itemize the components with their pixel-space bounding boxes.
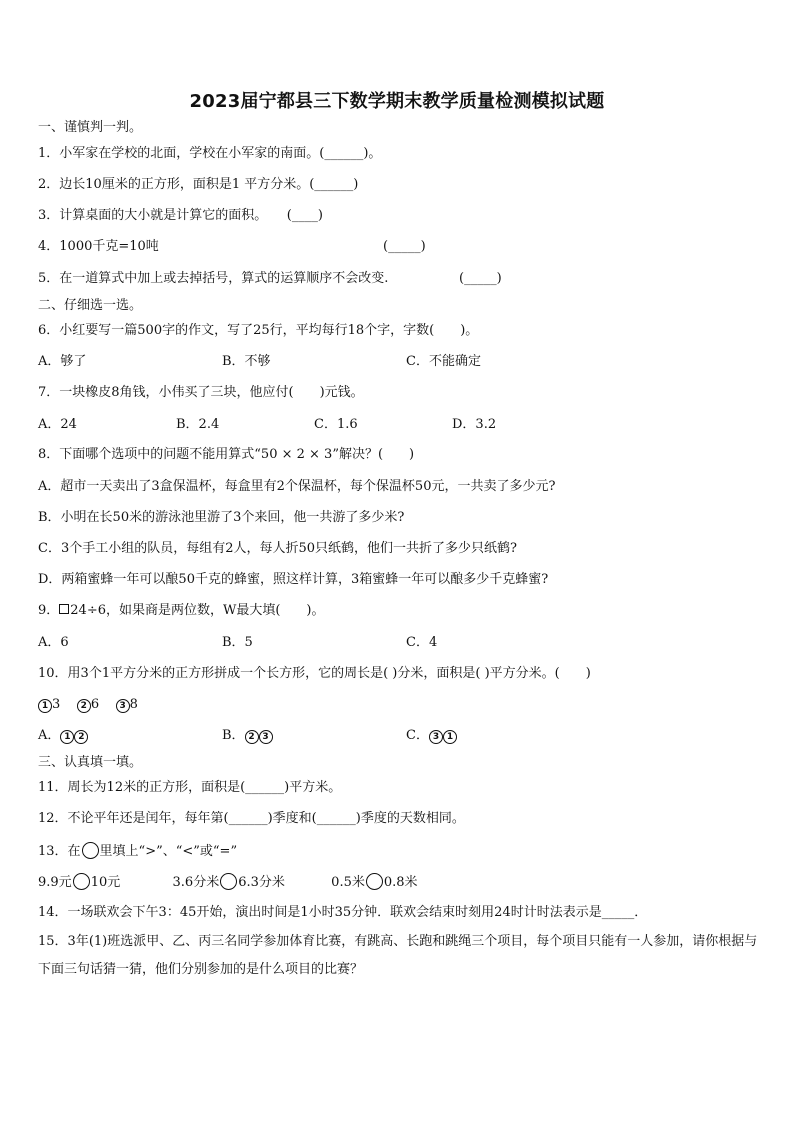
question-10: 10．用3个1平方分米的正方形拼成一个长方形，它的周长是( )分米，面积是( )平方分米。( ) [38, 666, 591, 681]
question-7-option-b: B．2.4 [176, 417, 220, 432]
question-6: 6．小红要写一篇500字的作文，写了25行，平均每行18个字，字数( )。 [38, 323, 479, 338]
item-value: 3 [52, 697, 61, 712]
circle-blank-icon [220, 873, 237, 890]
question-13: 13．在 里填上“>”、“<”或“=” [38, 844, 238, 859]
section-3-heading: 三、认真填一填。 [38, 755, 143, 770]
circled-number-icon: 3 [429, 730, 443, 744]
question-5: 5．在一道算式中加上或去掉括号，算式的运算顺序不会改变. [38, 271, 389, 286]
question-13-comparisons: 9.9元 10元 3.6分米 6.3分米 0.5米 0.8米 [38, 875, 418, 890]
circled-number-icon: 3 [116, 699, 130, 713]
circled-number-icon: 1 [443, 730, 457, 744]
question-7-option-c: C．1.6 [314, 417, 358, 432]
question-7: 7．一块橡皮8角钱，小伟买了三块，他应付( )元钱。 [38, 385, 364, 400]
question-7-option-a: A．24 [38, 417, 77, 432]
question-9-option-c: C．4 [406, 635, 438, 650]
circled-number-icon: 2 [77, 699, 91, 713]
question-8-option-b: B．小明在长50米的游泳池里游了3个来回，他一共游了多少米? [38, 510, 405, 525]
question-6-option-a: A．够了 [38, 354, 87, 369]
question-9-number: 9． [38, 603, 60, 618]
circle-blank-icon [82, 842, 99, 859]
circled-number-icon: 1 [60, 730, 74, 744]
question-9-text-end: W最大填( )。 [223, 603, 325, 618]
circled-number-icon: 2 [74, 730, 88, 744]
question-2: 2．边长10厘米的正方形，面积是1 平方分米。(______) [38, 177, 359, 192]
section-2-heading: 二、仔细选一选。 [38, 298, 143, 313]
question-4: 4．1000千克=10吨 [38, 239, 159, 254]
question-10-option-b: B． 2 3 [222, 727, 273, 745]
circled-number-icon: 1 [38, 699, 52, 713]
question-9-option-a: A．6 [38, 635, 69, 650]
circle-blank-icon [366, 873, 383, 890]
question-8-option-d: D．两箱蜜蜂一年可以酿50千克的蜂蜜，照这样计算，3箱蜜蜂一年可以酿多少千克蜂蜜? [38, 572, 549, 587]
question-1: 1．小军家在学校的北面，学校在小军家的南面。(______)。 [38, 146, 382, 161]
question-9-text: 24÷6，如果商是两位数， [70, 603, 223, 618]
section-1-heading: 一、谨慎判一判。 [38, 120, 143, 135]
question-6-option-c: C．不能确定 [406, 354, 481, 369]
question-5-blank: (_____) [459, 271, 502, 286]
question-9-option-b: B．5 [222, 635, 253, 650]
question-8-option-a: A．超市一天卖出了3盒保温杯，每盒里有2个保温杯，每个保温杯50元，一共卖了多少元? [38, 479, 556, 494]
question-3: 3．计算桌面的大小就是计算它的面积。 (____) [38, 208, 323, 223]
question-6-option-b: B．不够 [222, 354, 271, 369]
question-11: 11．周长为12米的正方形，面积是(______)平方米。 [38, 780, 342, 795]
question-10-items [38, 696, 138, 714]
blank-box-icon [59, 604, 69, 614]
circled-number-icon: 2 [245, 730, 259, 744]
question-14: 14．一场联欢会下午3：45开始，演出时间是1小时35分钟．联欢会结束时刻用24时计时法表示是_____． [38, 905, 648, 920]
question-10-option-c: C． 3 1 [406, 727, 457, 745]
question-7-option-d: D．3.2 [452, 417, 497, 432]
question-9 [38, 602, 325, 620]
item-value: 8 [129, 697, 138, 712]
item-value: 6 [90, 697, 100, 712]
question-15: 15．3年(1)班选派甲、乙、丙三名同学参加体育比赛，有跳高、长跑和跳绳三个项目，每个项目只能有一人参加，请你根据与下面三句话猜一猜，他们分别参加的是什么项目的比赛？ [38, 934, 758, 977]
question-4-blank: (_____) [383, 239, 426, 254]
question-8-option-c: C．3个手工小组的队员，每组有2人，每人折50只纸鹤，他们一共折了多少只纸鹤? [38, 541, 518, 556]
circle-blank-icon [73, 873, 90, 890]
question-10-option-a: A． 1 2 [38, 727, 88, 745]
circled-number-icon: 3 [259, 730, 273, 744]
page-title: 2023届宁都县三下数学期末教学质量检测模拟试题 [189, 91, 605, 112]
question-8: 8．下面哪个选项中的问题不能用算式“50 × 2 × 3”解决？( ) [38, 447, 415, 462]
question-12: 12．不论平年还是闰年，每年第(______)季度和(______)季度的天数相同。 [38, 811, 465, 826]
